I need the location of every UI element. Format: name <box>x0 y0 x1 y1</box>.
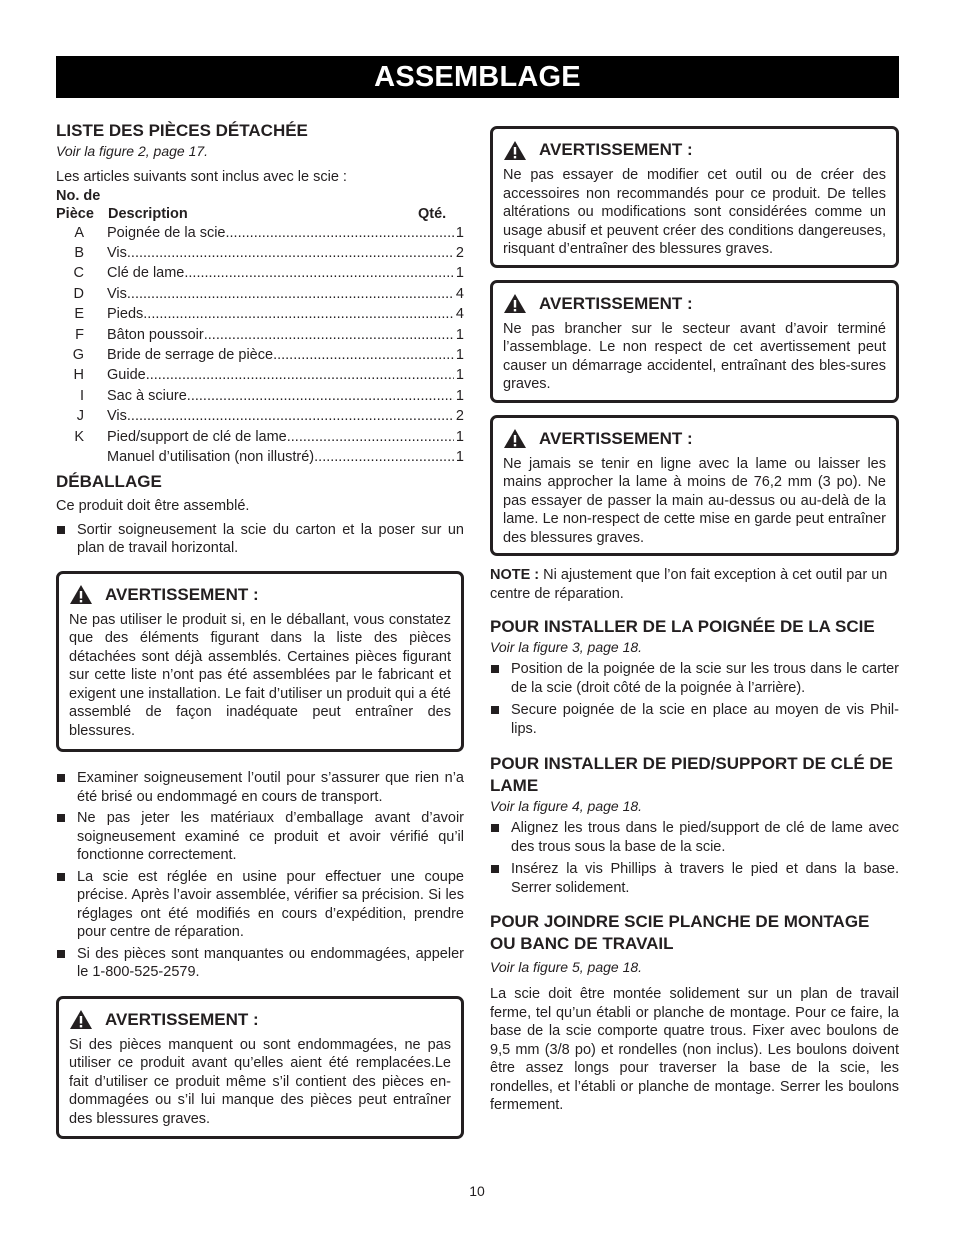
note-paragraph <box>490 566 899 603</box>
part-qty: 1 <box>455 326 464 343</box>
left-column <box>56 120 464 1139</box>
part-qty: 1 <box>455 346 464 363</box>
list-item: Insérez la vis Phillips à travers le pied et dans la base. Serrer solidement. <box>490 860 899 897</box>
parts-list-heading: LISTE DES PIÈCES DÉTACHÉE <box>56 121 308 140</box>
table-row <box>56 284 464 304</box>
warning-box-power <box>490 280 899 403</box>
part-qty: 1 <box>455 387 464 404</box>
part-letter: D <box>73 285 84 302</box>
part-description: Bride de serrage de pièce ..... <box>107 345 454 365</box>
table-row <box>56 365 464 385</box>
part-letter: K <box>74 428 84 445</box>
warning-triangle-icon <box>503 293 527 314</box>
note-text: Ni ajustement que l’on fait exception à cet outil par un centre de réparation. <box>490 567 888 602</box>
warning-title: AVERTISSEMENT : <box>503 139 886 161</box>
part-qty: 1 <box>455 265 464 282</box>
parts-col-no-line1: No. de <box>56 187 101 204</box>
part-qty: 2 <box>455 244 464 261</box>
part-letter: H <box>73 367 84 384</box>
warning-title: AVERTISSEMENT : <box>503 293 886 315</box>
part-letter: A <box>74 224 84 241</box>
unpacking-bullets <box>56 521 464 558</box>
part-qty: 2 <box>455 408 464 425</box>
warning-box-missing-parts <box>56 996 464 1140</box>
parts-col-qty: Qté. <box>418 205 447 222</box>
warning-text: Ne pas utiliser le produit si, en le déballant, vous constatez que des éléments figurant dans la liste des pièces détachées sont déjà assemblés. Certaines pièces figurant sur cette liste n’ont pas été assemblées par le fabricant et exigent une installation. Le fait d’utiliser un produit qui a été assemblé de façon inadéquate peut entraîner des blessures. <box>69 611 451 739</box>
warning-text: Ne pas essayer de modifier cet outil ou de créer des accessoires non recommandés pour ce produit. De telles altérations ou modifications sont considérées comme un usage abusif et peuvent créer des conditions dangereuses, risquant d’entraîner des blessures graves. <box>503 167 886 257</box>
part-letter: F <box>75 326 84 343</box>
parts-list-intro: Les articles suivants sont inclus avec le scie : <box>56 169 347 185</box>
part-description: Pieds ..... <box>107 304 454 324</box>
parts-table <box>56 223 464 468</box>
square-bullet-icon <box>57 950 65 958</box>
part-description: Vis ..... <box>107 406 454 426</box>
dot-leader <box>127 243 454 263</box>
part-description: Guide ..... <box>107 365 454 385</box>
part-qty: 1 <box>455 367 464 384</box>
inspection-bullets <box>56 769 464 982</box>
table-row <box>56 345 464 365</box>
list-item: Ne pas jeter les matériaux d’emballage avant d’avoir soigneusement examiné ce produit et avoir vérifié qu’il fonctionne correctement. <box>56 809 464 865</box>
warning-box-modification <box>490 126 899 268</box>
dot-leader <box>287 427 454 447</box>
foot-heading: POUR INSTALLER DE PIED/SUPPORT DE CLÉ DE LAME <box>490 754 894 795</box>
square-bullet-icon <box>491 706 499 714</box>
dot-leader <box>314 447 454 467</box>
dot-leader <box>127 406 454 426</box>
dot-leader <box>146 365 454 385</box>
part-letter: C <box>73 265 84 282</box>
warning-triangle-icon <box>69 1009 93 1030</box>
dot-leader <box>143 304 454 324</box>
table-row <box>56 386 464 406</box>
parts-col-description: Description <box>108 205 188 222</box>
note-label: NOTE : <box>490 567 540 583</box>
table-row <box>56 406 464 426</box>
table-row <box>56 304 464 324</box>
square-bullet-icon <box>57 774 65 782</box>
page-banner-title: ASSEMBLAGE <box>56 56 899 98</box>
list-item: Secure poignée de la scie en place au moyen de vis Phil-lips. <box>490 701 899 738</box>
part-description: Poignée de la scie ..... <box>107 223 454 243</box>
part-description: Pied/support de clé de lame ..... <box>107 427 454 447</box>
dot-leader <box>127 284 454 304</box>
warning-triangle-icon <box>503 140 527 161</box>
unpacking-heading: DÉBALLAGE <box>56 472 162 492</box>
warning-title: AVERTISSEMENT : <box>503 428 886 450</box>
dot-leader <box>273 345 454 365</box>
square-bullet-icon <box>491 824 499 832</box>
parts-col-no-line2: Pièce <box>56 205 94 222</box>
dot-leader <box>184 263 454 283</box>
warning-text: Si des pièces manquent ou sont endommagées, ne pas utiliser ce produit avant qu’elles aient été remplacées.Le fait d’utiliser ce produit même s’il contient des pièces en-dommagées ou s’il lui manque des pièces peut entraîner des blessures graves. <box>69 1036 451 1127</box>
table-row <box>56 447 464 467</box>
part-description: Manuel d’utilisation (non illustré) ..... <box>107 447 454 467</box>
part-qty: 1 <box>455 448 464 465</box>
part-description: Vis ..... <box>107 243 454 263</box>
warning-title: AVERTISSEMENT : <box>69 584 451 606</box>
list-item: Sortir soigneusement la scie du carton et la poser sur un plan de travail horizontal. <box>56 521 464 558</box>
table-row <box>56 243 464 263</box>
table-row <box>56 427 464 447</box>
warning-box-blade <box>490 415 899 557</box>
warning-box-unpacking <box>56 571 464 753</box>
page-number: 10 <box>469 1183 485 1199</box>
warning-triangle-icon <box>69 584 93 605</box>
list-item: Position de la poignée de la scie sur les trous dans le carter de la scie (droit côté de la poignée à l’arrière). <box>490 660 899 697</box>
dot-leader <box>204 325 454 345</box>
part-letter: E <box>74 306 84 323</box>
warning-text: Ne pas brancher sur le secteur avant d’avoir terminé l’assemblage. Le non respect de cet avertissement peut causer un démarrage accidentel, entraînant des bles-sures graves. <box>503 320 886 392</box>
unpacking-intro: Ce produit doit être assemblé. <box>56 498 250 515</box>
foot-figure-ref: Voir la figure 4, page 18. <box>490 798 643 814</box>
parts-table-header <box>56 187 464 223</box>
foot-bullets <box>490 819 899 897</box>
list-item: Examiner soigneusement l’outil pour s’assurer que rien n’a été brisé ou endommagé en cours de transport. <box>56 769 464 806</box>
part-letter: G <box>72 346 84 363</box>
mount-paragraph: La scie doit être montée solidement sur un plan de travail ferme, tel qu’un établi or planche de montage. Pour ce faire, la base de la scie comporte quatre trous. Fixer avec boulons de 9,5 mm (3/8 po) et rondelles (non inclus). Les boulons doivent être assez longs pour traverser la base de la scie, les rondelles, et l’établi or planche de montage. Serrer les boulons fermement. <box>490 986 899 1113</box>
part-qty: 4 <box>455 285 464 302</box>
square-bullet-icon <box>57 526 65 534</box>
part-qty: 1 <box>455 428 464 445</box>
warning-triangle-icon <box>503 428 527 449</box>
part-qty: 4 <box>455 306 464 323</box>
square-bullet-icon <box>491 865 499 873</box>
square-bullet-icon <box>57 814 65 822</box>
part-description: Clé de lame ..... <box>107 263 454 283</box>
handle-figure-ref: Voir la figure 3, page 18. <box>490 639 643 655</box>
part-letter: J <box>76 408 84 425</box>
part-description: Vis ..... <box>107 284 454 304</box>
part-letter: B <box>74 244 84 261</box>
square-bullet-icon <box>491 665 499 673</box>
dot-leader <box>226 223 455 243</box>
part-qty: 1 <box>455 224 464 241</box>
parts-list-figure-ref: Voir la figure 2, page 17. <box>56 143 209 159</box>
table-row <box>56 325 464 345</box>
right-column <box>490 126 899 1115</box>
list-item: Alignez les trous dans le pied/support de clé de lame avec des trous sous la base de la scie. <box>490 819 899 856</box>
list-item: La scie est réglée en usine pour effectuer une coupe précise. Après l’avoir assemblée, vérifier sa précision. Si les réglages ont été modifiés en cours d’expédition, prendre pour centre de réparation. <box>56 868 464 942</box>
handle-bullets <box>490 660 899 738</box>
mount-heading: POUR JOINDRE SCIE PLANCHE DE MONTAGE OU BANC DE TRAVAIL <box>490 912 870 953</box>
table-row <box>56 263 464 283</box>
part-letter: I <box>79 387 84 404</box>
warning-text: Ne jamais se tenir en ligne avec la lame ou laisser les mains approcher la lame à moins de 76,2 mm (3 po). Ne pas essayer de passer la main au-dessus ou au-delà de la lame. Le non-respect de cette mise en garde peut entraîner des blessures graves. <box>503 455 886 546</box>
list-item: Si des pièces sont manquantes ou endommagées, appeler le 1-800-525-2579. <box>56 945 464 982</box>
part-description: Bâton poussoir ..... <box>107 325 454 345</box>
table-row <box>56 223 464 243</box>
part-description: Sac à sciure ..... <box>107 386 454 406</box>
mount-figure-ref: Voir la figure 5, page 18. <box>490 959 643 975</box>
part-letter <box>56 447 107 467</box>
warning-title: AVERTISSEMENT : <box>69 1009 451 1031</box>
handle-heading: POUR INSTALLER DE LA POIGNÉE DE LA SCIE <box>490 617 875 636</box>
dot-leader <box>187 386 454 406</box>
square-bullet-icon <box>57 873 65 881</box>
